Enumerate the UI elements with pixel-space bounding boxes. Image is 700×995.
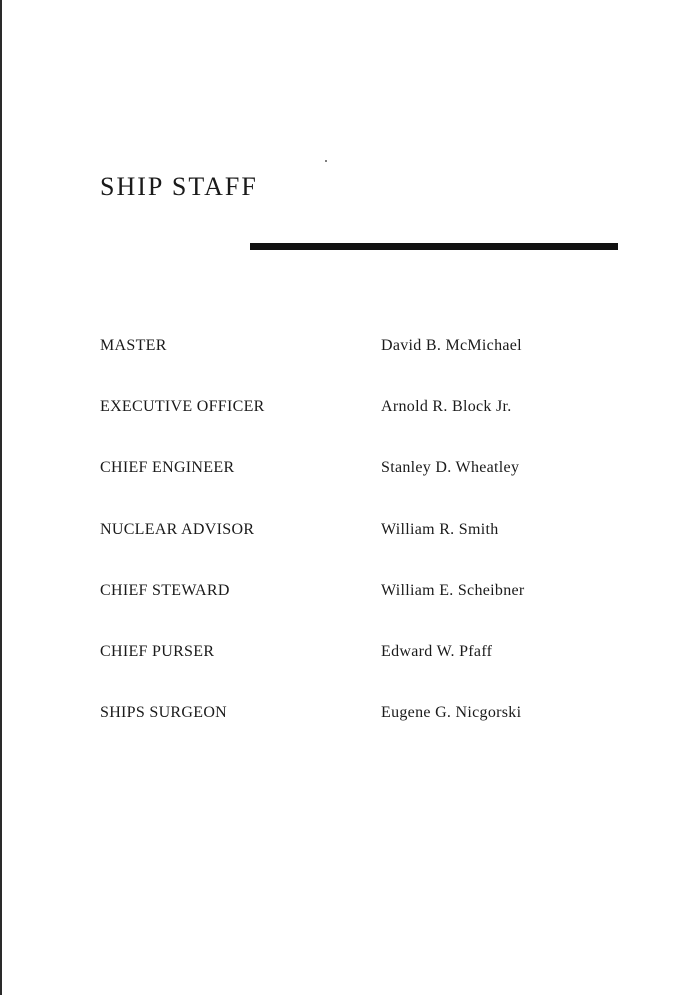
page-title: SHIP STAFF [100,172,258,201]
staff-name: William R. Smith [381,520,499,538]
staff-role: CHIEF ENGINEER [100,459,235,477]
staff-name: Edward W. Pfaff [381,642,493,660]
staff-row-ships-surgeon [100,701,620,762]
staff-row-nuclear-advisor [100,518,620,579]
staff-row-chief-engineer [100,456,620,517]
staff-role: CHIEF STEWARD [100,581,230,599]
ink-speck [325,160,327,162]
staff-role: EXECUTIVE OFFICER [100,398,265,416]
staff-name: Eugene G. Nicgorski [381,704,522,722]
staff-role: NUCLEAR ADVISOR [100,520,255,538]
title-rule [250,243,618,250]
staff-role: MASTER [100,337,167,354]
page-edge [0,0,2,995]
staff-name: Arnold R. Block Jr. [381,398,512,416]
staff-row-chief-purser [100,640,620,701]
staff-name: David B. McMichael [381,337,522,354]
staff-list [100,334,620,762]
staff-name: William E. Scheibner [381,581,525,599]
staff-role: SHIPS SURGEON [100,704,228,722]
staff-row-executive-officer [100,395,620,456]
staff-name: Stanley D. Wheatley [381,459,520,477]
staff-row-master [100,334,620,395]
staff-row-chief-steward [100,579,620,640]
staff-role: CHIEF PURSER [100,642,215,660]
